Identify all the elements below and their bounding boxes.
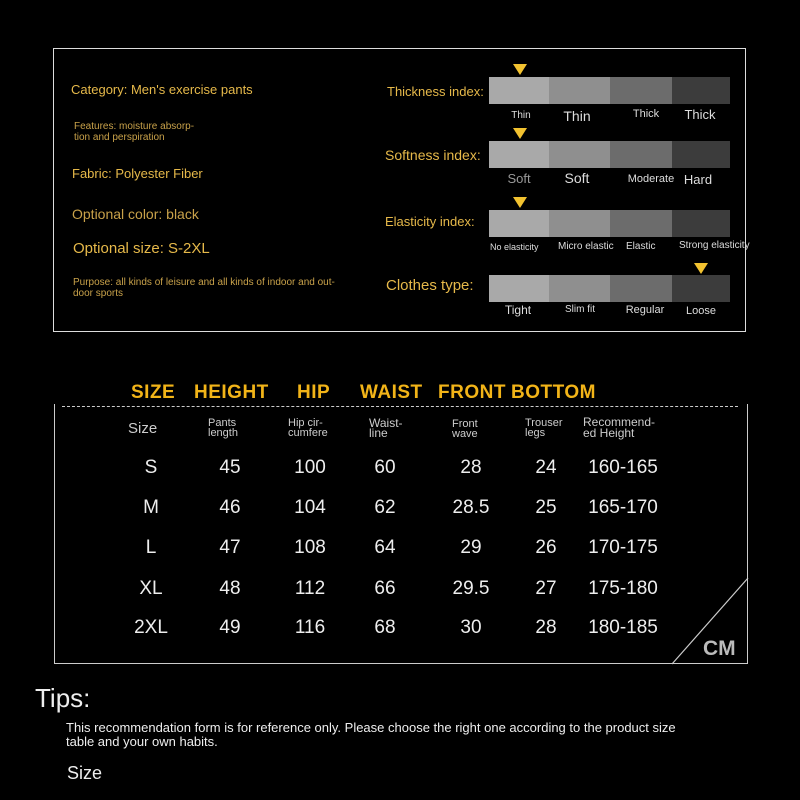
segment-label: Strong elasticity bbox=[679, 240, 750, 251]
table-cell: 48 bbox=[219, 578, 241, 599]
table-cell: 68 bbox=[374, 617, 396, 638]
subheader-recommended-height: Recommend- ed Height bbox=[583, 415, 656, 440]
subheader-waistline: Waist- line bbox=[369, 416, 403, 440]
header-bottom: BOTTOM bbox=[511, 382, 596, 403]
thickness-index-label: Thickness index: bbox=[387, 84, 484, 99]
header-hip: HIP bbox=[297, 382, 331, 403]
table-cell: 64 bbox=[374, 537, 396, 558]
table-cell: 29 bbox=[460, 537, 482, 558]
table-cell: 29.5 bbox=[452, 578, 490, 599]
subheader-pants-length: Pants length bbox=[208, 417, 238, 439]
clothes-type-label: Clothes type: bbox=[386, 277, 474, 294]
table-cell: 26 bbox=[535, 537, 557, 558]
footer-size-label: Size bbox=[67, 763, 103, 783]
fabric-text: Fabric: Polyester Fiber bbox=[72, 166, 203, 181]
table-cell: 170-175 bbox=[588, 537, 658, 558]
table-cell: 30 bbox=[460, 617, 482, 638]
tips-title: Tips: bbox=[35, 683, 91, 713]
table-cell: 104 bbox=[294, 497, 326, 518]
size-cell: L bbox=[145, 537, 157, 558]
size-range-text: Optional size: S-2XL bbox=[73, 240, 210, 257]
header-waist: WAIST bbox=[360, 382, 423, 403]
table-cell: 180-185 bbox=[588, 617, 658, 638]
table-cell: 66 bbox=[374, 578, 396, 599]
table-cell: 160-165 bbox=[588, 457, 658, 478]
size-column-label: Size bbox=[128, 420, 158, 437]
subheader-front-wave: Front wave bbox=[452, 418, 478, 440]
unit-label: CM bbox=[703, 637, 736, 660]
table-cell: 27 bbox=[535, 578, 557, 599]
header-front: FRONT bbox=[438, 382, 506, 403]
size-cell: XL bbox=[139, 578, 163, 599]
table-cell: 49 bbox=[219, 617, 241, 638]
color-text: Optional color: black bbox=[72, 206, 199, 222]
subheader-trouser-legs: Trouser legs bbox=[525, 417, 563, 439]
segment-label: Hard bbox=[683, 172, 713, 187]
size-cell: M bbox=[143, 497, 159, 518]
segment-label: Elastic bbox=[626, 241, 656, 252]
segment-label: Tight bbox=[504, 303, 532, 317]
table-cell: 28.5 bbox=[452, 497, 490, 518]
table-cell: 47 bbox=[219, 537, 241, 558]
elasticity-index-label: Elasticity index: bbox=[385, 214, 475, 229]
segment-label: Thick bbox=[632, 108, 660, 120]
table-cell: 100 bbox=[294, 457, 326, 478]
table-cell: 112 bbox=[294, 578, 326, 599]
table-cell: 24 bbox=[535, 457, 557, 478]
table-cell: 46 bbox=[219, 497, 241, 518]
header-size: SIZE bbox=[131, 382, 176, 403]
size-cell: 2XL bbox=[134, 617, 168, 638]
segment-label: Soft bbox=[507, 171, 531, 186]
header-height: HEIGHT bbox=[194, 382, 269, 403]
table-cell: 25 bbox=[535, 497, 557, 518]
table-cell: 45 bbox=[219, 457, 241, 478]
table-cell: 28 bbox=[535, 617, 557, 638]
segment-label: Soft bbox=[564, 170, 590, 186]
tips-text: This recommendation form is for reference only. Please choose the right one according to the product size table and your own habits. bbox=[66, 720, 676, 749]
table-cell: 60 bbox=[374, 457, 396, 478]
table-cell: 108 bbox=[294, 537, 326, 558]
segment-label: Loose bbox=[686, 305, 716, 317]
segment-label: Moderate bbox=[627, 173, 675, 185]
table-cell: 116 bbox=[294, 617, 326, 638]
segment-label: Slim fit bbox=[565, 304, 595, 315]
purpose-text: Purpose: all kinds of leisure and all kinds of indoor and out- door sports bbox=[73, 277, 335, 299]
size-cell: S bbox=[144, 457, 158, 478]
table-cell: 165-170 bbox=[588, 497, 658, 518]
subheader-hip-circumference: Hip cir- cumfere bbox=[288, 418, 328, 438]
segment-label: Thin bbox=[511, 110, 531, 121]
table-cell: 175-180 bbox=[588, 578, 658, 599]
table-cell: 28 bbox=[460, 457, 482, 478]
segment-label: Thick bbox=[684, 107, 716, 122]
features-text: Features: moisture absorp- tion and perspiration bbox=[74, 121, 195, 143]
segment-label: No elasticity bbox=[490, 242, 539, 252]
segment-label: Micro elastic bbox=[558, 241, 614, 252]
segment-label: Thin bbox=[563, 108, 591, 124]
segment-label: Regular bbox=[625, 304, 665, 316]
softness-index-label: Softness index: bbox=[385, 147, 481, 163]
category-text: Category: Men's exercise pants bbox=[71, 82, 253, 97]
table-cell: 62 bbox=[374, 497, 396, 518]
